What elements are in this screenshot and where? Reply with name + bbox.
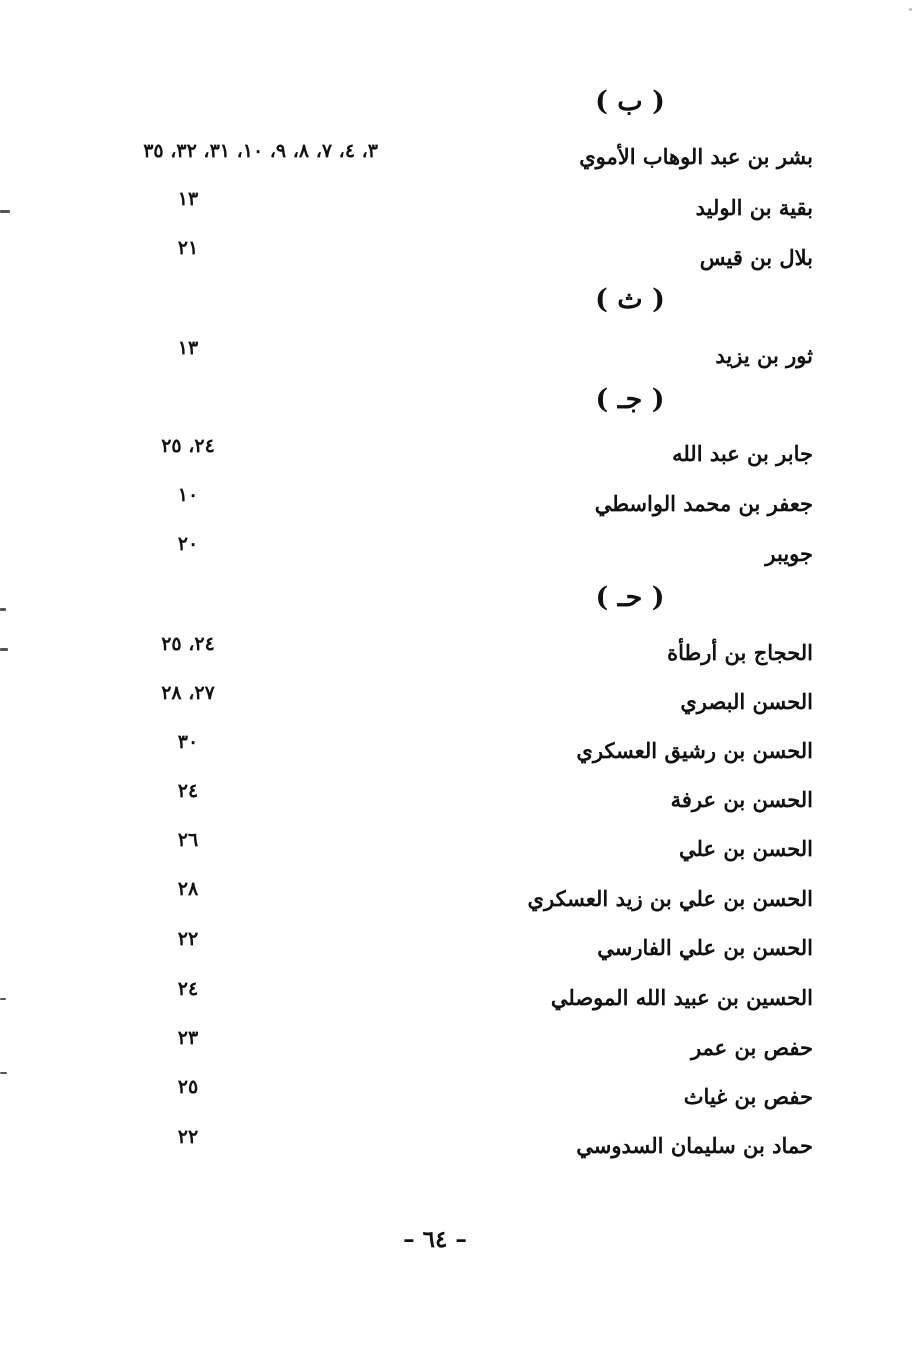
page-number: – ٦٤ – [403,1226,467,1253]
entry-page-refs: ٢٣ [177,1027,199,1049]
entry-name: الحسن بن علي [679,836,813,861]
entry-page-refs: ٢٦ [177,829,199,851]
entry-name: ثور بن يزيد [715,343,813,368]
entry-name: حفص بن غياث [683,1084,813,1109]
entry-name: الحسن بن رشيق العسكري [576,738,813,763]
entry-name: بقية بن الوليد [695,195,813,220]
entry-name: حفص بن عمر [690,1035,813,1060]
entry-name: حماد بن سليمان السدوسي [576,1133,813,1158]
entry-name: الحجاج بن أرطأة [667,640,813,665]
scan-mark [909,8,912,11]
entry-page-refs: ٢٠ [177,533,199,555]
entry-page-refs: ٢٤ [177,780,199,802]
scan-mark [0,998,6,1000]
entry-page-refs: ٢٢ [177,1126,199,1148]
scan-mark [0,648,8,651]
entry-name: جعفر بن محمد الواسطي [594,491,813,516]
entry-page-refs: ٢٢ [177,928,199,950]
entry-page-refs: ١٣ [177,188,199,210]
scan-mark [0,1072,7,1074]
section-heading-ba: ( ب ) [595,86,665,117]
entry-page-refs: ٣٠ [177,731,199,753]
entry-page-refs: ٢٤، ٢٥ [161,435,215,457]
entry-page-refs: ٢٨ [177,878,199,900]
section-heading-jim: ( جـ ) [595,384,665,415]
entry-name: الحسن بن عرفة [670,787,813,812]
entry-name: بلال بن قيس [699,245,813,270]
entry-page-refs: ٢١ [177,237,199,259]
section-heading-tha: ( ث ) [595,284,665,315]
scan-mark [0,608,6,611]
entry-name: الحسن البصري [680,689,813,714]
scan-mark [0,210,10,213]
entry-page-refs: ٢٤ [177,978,199,1000]
entry-page-refs: ١٣ [177,337,199,359]
entry-page-refs: ٢٧، ٢٨ [161,682,215,704]
entry-page-refs: ٣، ٤، ٧، ٨، ٩، ١٠، ٣١، ٣٢، ٣٥ [143,140,378,162]
entry-page-refs: ٢٤، ٢٥ [161,633,215,655]
entry-name: جويبر [765,541,813,566]
entry-name: بشر بن عبد الوهاب الأموي [579,144,813,169]
section-heading-ha: ( حـ ) [595,582,665,613]
entry-name: الحسن بن علي الفارسي [597,935,813,960]
entry-name: الحسن بن علي بن زيد العسكري [527,886,813,911]
entry-name: الحسين بن عبيد الله الموصلي [550,985,813,1010]
entry-page-refs: ١٠ [177,484,199,506]
entry-name: جابر بن عبد الله [672,441,813,466]
entry-page-refs: ٢٥ [177,1076,199,1098]
